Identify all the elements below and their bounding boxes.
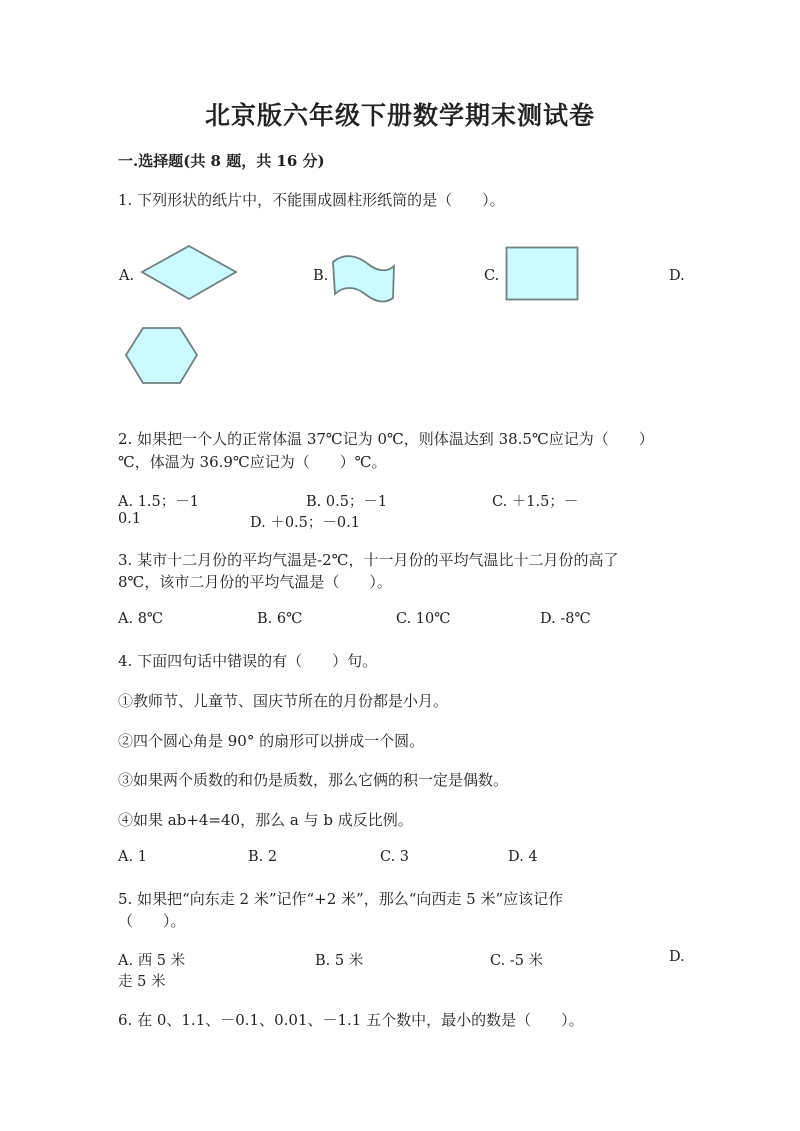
hexagon-shape bbox=[123, 326, 201, 386]
q4-option-a: A. 1 bbox=[118, 849, 147, 865]
question-5-line-2: （ ）。 bbox=[118, 912, 186, 930]
question-4: 4. 下面四句话中错误的有（ ）句。 bbox=[118, 652, 378, 670]
question-1: 1. 下列形状的纸片中，不能围成圆柱形纸筒的是（ ）。 bbox=[118, 191, 505, 209]
q4-option-c: C. 3 bbox=[380, 849, 410, 865]
q4-statement-3: ③如果两个质数的和仍是质数，那么它俩的积一定是偶数。 bbox=[118, 771, 509, 789]
q1-option-a-label: A. bbox=[119, 268, 135, 284]
page-title: 北京版六年级下册数学期末测试卷 bbox=[204, 101, 595, 130]
q4-statement-2: ②四个圆心角是 90° 的扇形可以拼成一个圆。 bbox=[118, 732, 425, 750]
wave-banner-shape bbox=[330, 252, 398, 304]
q4-option-b: B. 2 bbox=[248, 849, 278, 865]
question-3-line-2: 8℃，该市二月份的平均气温是（ ）。 bbox=[118, 573, 392, 591]
q4-statement-1: ①教师节、儿童节、国庆节所在的月份都是小月。 bbox=[118, 692, 449, 710]
question-2-line-1: 2. 如果把一个人的正常体温 37℃记为 0℃，则体温达到 38.5℃应记为（ ） bbox=[118, 430, 654, 448]
q3-option-a: A. 8℃ bbox=[118, 611, 164, 627]
q3-option-d: D. -8℃ bbox=[540, 611, 591, 627]
q4-statement-4: ④如果 ab+4=40，那么 a 与 b 成反比例。 bbox=[118, 811, 413, 829]
q1-option-b-label: B. bbox=[313, 268, 329, 284]
q5-option-a: A. 西 5 米 bbox=[118, 953, 186, 969]
q2-option-b: B. 0.5；－1 bbox=[306, 494, 388, 510]
question-3-line-1: 3. 某市十二月份的平均气温是-2℃，十一月份的平均气温比十二月份的高了 bbox=[118, 551, 619, 569]
rectangle-shape bbox=[505, 246, 581, 302]
q1-option-c-label: C. bbox=[484, 268, 500, 284]
q2-option-c: C. ＋1.5；－ bbox=[492, 494, 579, 510]
q1-option-d-label: D. bbox=[669, 268, 685, 284]
q3-option-b: B. 6℃ bbox=[257, 611, 303, 627]
q5-option-d: D. bbox=[669, 949, 685, 965]
q4-option-d: D. 4 bbox=[508, 849, 538, 865]
q5-option-c: C. -5 米 bbox=[490, 953, 544, 969]
rhombus-shape bbox=[140, 244, 240, 304]
question-5-line-1: 5. 如果把“向东走 2 米”记作“+2 米”，那么“向西走 5 米”应该记作 bbox=[118, 890, 564, 908]
q2-option-c-continued: 0.1 bbox=[118, 511, 142, 527]
question-2-line-2: ℃，体温为 36.9℃应记为（ ）℃。 bbox=[118, 453, 387, 471]
q5-option-a-continued: 走 5 米 bbox=[118, 974, 166, 990]
question-6: 6. 在 0、1.1、－0.1、0.01、－1.1 五个数中，最小的数是（ ）。 bbox=[118, 1011, 584, 1029]
section-heading: 一.选择题(共 8 题，共 16 分) bbox=[118, 152, 325, 170]
q3-option-c: C. 10℃ bbox=[396, 611, 451, 627]
q2-option-a: A. 1.5；－1 bbox=[118, 494, 199, 510]
q5-option-b: B. 5 米 bbox=[315, 953, 364, 969]
q2-option-d: D. ＋0.5；－0.1 bbox=[250, 515, 360, 531]
